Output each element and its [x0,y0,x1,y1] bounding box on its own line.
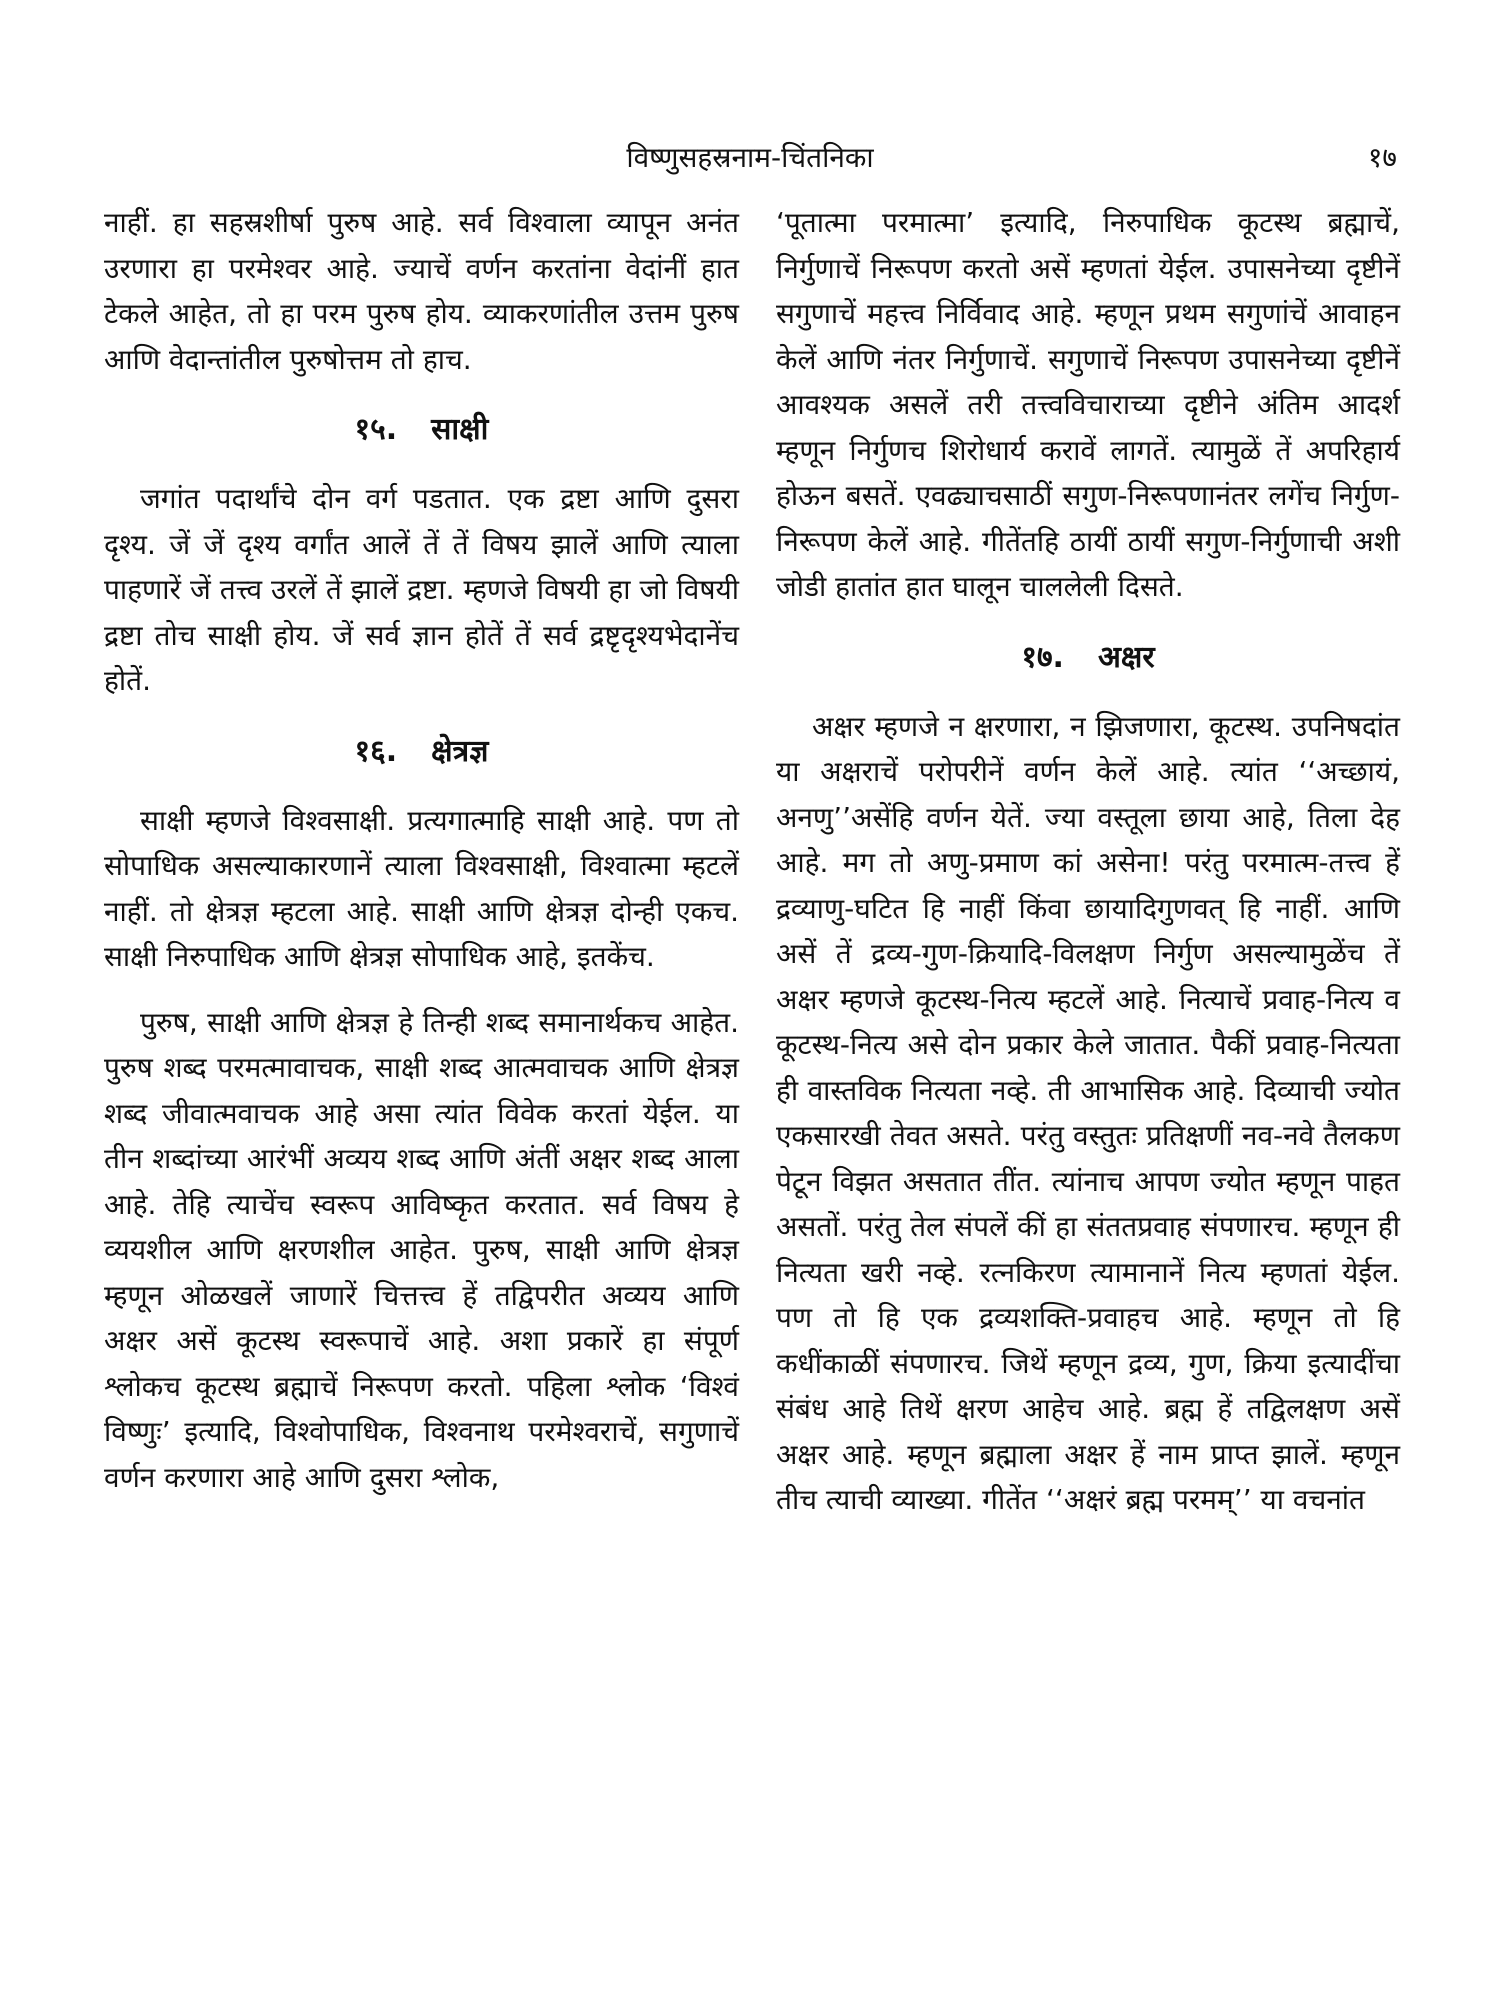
left-column [104,200,739,1500]
section-title: क्षेत्रज्ञ [431,733,489,769]
paragraph: जगांत पदार्थांचे दोन वर्ग पडतात. एक द्रष्टा आणि दुसरा दृश्य. जें जें दृश्य वर्गांत आलें तें तें विषय झालें आणि त्याला पाहणारें जें तत्त्व उरलें तें झालें द्रष्टा. म्हणजे विषयी हा जो विषयी द्रष्टा तोच साक्षी होय. जें सर्व ज्ञान होतें तें सर्व द्रष्टृदृश्यभेदानेंच होतें. [104,482,739,697]
paragraph: नाहीं. हा सहस्रशीर्षा पुरुष आहे. सर्व विश्वाला व्यापून अनंत उरणारा हा परमेश्वर आहे. ज्याचें वर्णन करतांना वेदांनीं हात टेकले आहेत, तो हा परम पुरुष होय. व्याकरणांतील उत्तम पुरुष आणि वेदान्तांतील पुरुषोत्तम तो हाच. [104,206,739,376]
paragraph: पुरुष, साक्षी आणि क्षेत्रज्ञ हे तिन्ही शब्द समानार्थकच आहेत. पुरुष शब्द परमत्मावाचक, साक्षी शब्द आत्मवाचक आणि क्षेत्रज्ञ शब्द जीवात्मवाचक आहे असा त्यांत विवेक करतां येईल. या तीन शब्दांच्या आरंभीं अव्यय शब्द आणि अंतीं अक्षर शब्द आला आहे. तेहि त्याचेंच स्वरूप आविष्कृत करतात. सर्व विषय हे व्ययशील आणि क्षरणशील आहेत. पुरुष, साक्षी आणि क्षेत्रज्ञ म्हणून ओळखलें जाणारें चित्तत्त्व हें तद्विपरीत अव्यय आणि अक्षर असें कूटस्थ स्वरूपाचें आहे. अशा प्रकारें हा संपूर्ण श्लोकच कूटस्थ ब्रह्माचें निरूपण करतो. पहिला श्लोक ‘विश्वं विष्णुः’ इत्यादि, विश्वोपाधिक, विश्वनाथ परमेश्वराचें, सगुणाचें वर्णन करणारा आहे आणि दुसरा श्लोक, [104,1005,739,1494]
section-title: साक्षी [431,412,489,447]
section-number: १७. [1021,639,1064,675]
section-title: अक्षर [1097,639,1155,675]
section-heading-17 [776,636,1400,680]
paragraph: साक्षी म्हणजे विश्वसाक्षी. प्रत्यगात्माहि साक्षी आहे. पण तो सोपाधिक असल्याकारणानें त्याला विश्वसाक्षी, विश्वात्मा म्हटलें नाहीं. तो क्षेत्रज्ञ म्हटला आहे. साक्षी आणि क्षेत्रज्ञ दोन्ही एकच. साक्षी निरुपाधिक आणि क्षेत्रज्ञ सोपाधिक आहे, इतकेंच. [104,803,739,973]
running-title: विष्णुसहस्रनाम-चिंतनिका [626,141,874,174]
section-number: १५. [354,412,398,447]
paragraph-gap [104,980,739,1000]
right-column [776,200,1400,1523]
section-heading-15 [104,408,739,452]
paragraph: ‘पूतात्मा परमात्मा’ इत्यादि, निरुपाधिक कूटस्थ ब्रह्माचें, निर्गुणाचें निरूपण करतो असें म्हणतां येईल. उपासनेच्या दृष्टीनें सगुणाचें महत्त्व निर्विवाद आहे. म्हणून प्रथम सगुणांचें आवाहन केलें आणि नंतर निर्गुणाचें. सगुणाचें निरूपण उपासनेच्या दृष्टीनें आवश्यक असलें तरी तत्त्वविचाराच्या दृष्टीने अंतिम आदर्श म्हणून निर्गुणच शिरोधार्य करावें लागतें. त्यामुळें तें अपरिहार्य होऊन बसतें. एवढ्याचसाठीं सगुण-निरूपणानंतर लगेंच निर्गुण-निरूपण केलें आहे. गीतेंतहि ठायीं ठायीं सगुण-निर्गुणाची अशी जोडी हातांत हात घालून चाललेली दिसते. [776,206,1400,603]
section-heading-16 [104,730,739,774]
paragraph: अक्षर म्हणजे न क्षरणारा, न झिजणारा, कूटस्थ. उपनिषदांत या अक्षराचें परोपरीनें वर्णन केलें आहे. त्यांत ‘‘अच्छायं, अनणु’’असेंहि वर्णन येतें. ज्या वस्तूला छाया आहे, तिला देह आहे. मग तो अणु-प्रमाण कां असेना! परंतु परमात्म-तत्त्व हें द्रव्याणु-घटित हि नाहीं किंवा छायादिगुणवत् हि नाहीं. आणि असें तें द्रव्य-गुण-क्रियादि-विलक्षण निर्गुण असल्यामुळेंच तें अक्षर म्हणजे कूटस्थ-नित्य म्हटलें आहे. नित्याचें प्रवाह-नित्य व कूटस्थ-नित्य असे दोन प्रकार केले जातात. पैकीं प्रवाह-नित्यता ही वास्तविक नित्यता नव्हे. ती आभासिक आहे. दिव्याची ज्योत एकसारखी तेवत असते. परंतु वस्तुतः प्रतिक्षणीं नव-नवे तैलकण पेटून विझत असतात तींत. त्यांनाच आपण ज्योत म्हणून पाहत असतों. परंतु तेल संपलें कीं हा संततप्रवाह संपणारच. म्हणून ही नित्यता खरी नव्हे. रत्नकिरण त्यामानानें नित्य म्हणतां येईल. पण तो हि एक द्रव्यशक्ति-प्रवाहच आहे. म्हणून तो हि कधींकाळीं संपणारच. जिथें म्हणून द्रव्य, गुण, क्रिया इत्यादींचा संबंध आहे तिथें क्षरण आहेच आहे. ब्रह्म हें तद्विलक्षण असें अक्षर आहे. म्हणून ब्रह्माला अक्षर हें नाम प्राप्त झालें. म्हणून तीच त्याची व्याख्या. गीतेंत ‘‘अक्षरं ब्रह्म परमम्’’ या वचनांत [776,709,1400,1516]
page-number: १७ [1367,141,1397,174]
section-number: १६. [354,733,398,769]
page-header [0,138,1500,178]
